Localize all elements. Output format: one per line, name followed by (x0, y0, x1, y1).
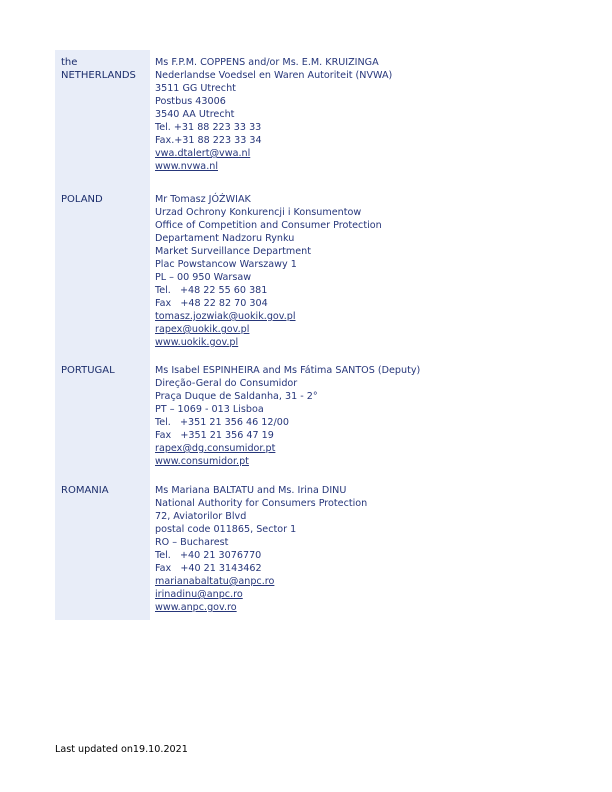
contact-line: RO – Bucharest (155, 537, 229, 548)
country-name: the NETHERLANDS (61, 57, 136, 81)
email-link[interactable]: marianabaltatu@anpc.ro (155, 576, 275, 587)
contact-line: Fax +351 21 356 47 19 (155, 430, 274, 441)
contact-line: Nederlandse Voedsel en Waren Autoriteit (NVWA) (155, 70, 393, 81)
contact-line: PL – 00 950 Warsaw (155, 272, 252, 283)
contact-line: Direção-Geral do Consumidor (155, 378, 298, 389)
table-row (55, 358, 555, 478)
contact-line: Market Surveillance Department (155, 246, 311, 257)
country-name: ROMANIA (61, 485, 109, 496)
contact-line: Plac Powstancow Warszawy 1 (155, 259, 297, 270)
contact-line: PT – 1069 - 013 Lisboa (155, 404, 264, 415)
contact-line: Mr Tomasz JÓŹWIAK (155, 194, 251, 205)
country-cell (55, 187, 150, 358)
country-cell (55, 50, 150, 187)
contact-cell (150, 478, 555, 620)
country-name: POLAND (61, 194, 103, 205)
contact-line: Tel. +351 21 356 46 12/00 (155, 417, 289, 428)
contact-line: Tel. +31 88 223 33 33 (155, 122, 262, 133)
website-link[interactable]: www.anpc.gov.ro (155, 602, 237, 613)
contact-line: Ms Isabel ESPINHEIRA and Ms Fátima SANTOS (Deputy) (155, 365, 421, 376)
contact-line: Tel. +48 22 55 60 381 (155, 285, 268, 296)
contact-cell (150, 187, 555, 358)
contact-line: Postbus 43006 (155, 96, 226, 107)
email-link[interactable]: tomasz.jozwiak@uokik.gov.pl (155, 311, 296, 322)
website-link[interactable]: www.consumidor.pt (155, 456, 249, 467)
contact-line: National Authority for Consumers Protection (155, 498, 368, 509)
email-link[interactable]: irinadinu@anpc.ro (155, 589, 243, 600)
table-row (55, 478, 555, 620)
country-cell (55, 358, 150, 478)
contact-line: 72, Aviatorilor Blvd (155, 511, 247, 522)
last-updated-note: Last updated on19.10.2021 (55, 744, 188, 755)
contact-line: Office of Competition and Consumer Protection (155, 220, 382, 231)
contact-line: Ms Mariana BALTATU and Ms. Irina DINU (155, 485, 347, 496)
country-name: PORTUGAL (61, 365, 115, 376)
table-row (55, 50, 555, 187)
website-link[interactable]: www.nvwa.nl (155, 161, 218, 172)
country-cell (55, 478, 150, 620)
contact-line: 3540 AA Utrecht (155, 109, 235, 120)
contact-line: Praça Duque de Saldanha, 31 - 2° (155, 391, 318, 402)
contact-line: Fax +48 22 82 70 304 (155, 298, 268, 309)
table-row (55, 187, 555, 358)
contact-cell (150, 358, 555, 478)
contact-line: Fax.+31 88 223 33 34 (155, 135, 262, 146)
contact-line: Urzad Ochrony Konkurencji i Konsumentow (155, 207, 362, 218)
email-link[interactable]: rapex@uokik.gov.pl (155, 324, 250, 335)
email-link[interactable]: vwa.dtalert@vwa.nl (155, 148, 251, 159)
contacts-table (55, 50, 555, 620)
contact-line: Tel. +40 21 3076770 (155, 550, 262, 561)
contact-line: Ms F.P.M. COPPENS and/or Ms. E.M. KRUIZINGA (155, 57, 379, 68)
contact-line: postal code 011865, Sector 1 (155, 524, 297, 535)
contact-line: 3511 GG Utrecht (155, 83, 236, 94)
email-link[interactable]: rapex@dg.consumidor.pt (155, 443, 276, 454)
contact-line: Fax +40 21 3143462 (155, 563, 262, 574)
website-link[interactable]: www.uokik.gov.pl (155, 337, 239, 348)
contact-cell (150, 50, 555, 187)
contact-line: Departament Nadzoru Rynku (155, 233, 295, 244)
